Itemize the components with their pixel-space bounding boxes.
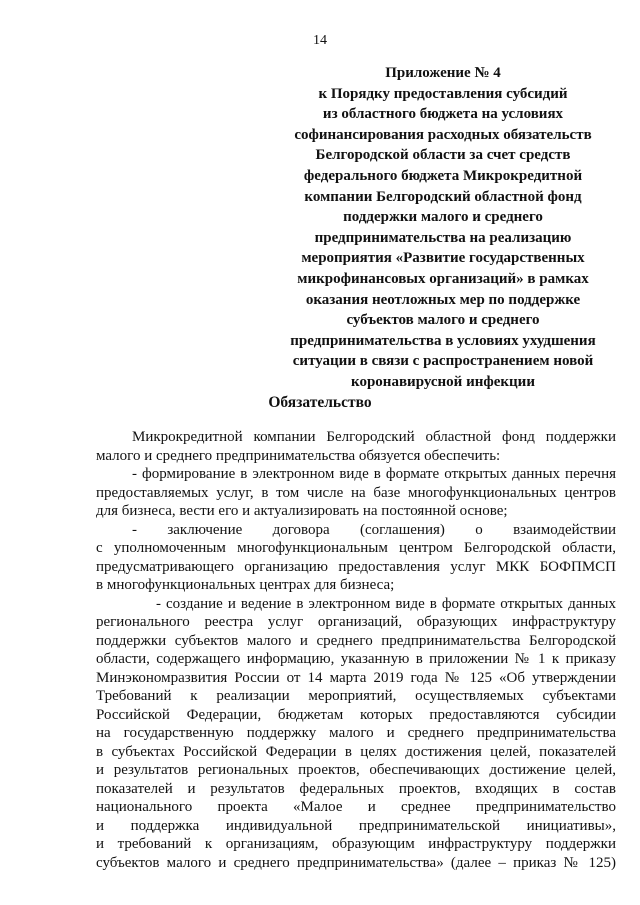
appendix-line: компании Белгородский областной фонд bbox=[304, 188, 582, 205]
body-line: регионального реестра услуг организаций, образующих инфраструктуру bbox=[96, 614, 616, 630]
appendix-line: из областного бюджета на условиях bbox=[322, 106, 564, 123]
body-line: Требований к реализации мероприятий, осуществляемых субъектами bbox=[96, 688, 616, 704]
body-line: показателей и результатов федеральных проектов, входящих в состав bbox=[96, 780, 616, 797]
body-line: и результатов региональных проектов, обеспечивающих достижение целей, bbox=[96, 762, 616, 778]
appendix-line: к Порядку предоставления субсидий bbox=[318, 85, 568, 102]
body-line: предоставляемых услуг, в том числе на базе многофункциональных центров bbox=[96, 484, 616, 501]
appendix-line: субъектов малого и среднего bbox=[346, 312, 540, 329]
appendix-line: микрофинансовых организаций» в рамках bbox=[297, 270, 589, 287]
appendix-line: поддержки малого и среднего bbox=[343, 209, 543, 226]
appendix-line: ситуации в связи с распространением новой bbox=[292, 353, 594, 370]
appendix-line: Белгородской области за счет средств bbox=[315, 147, 571, 164]
body-line: малого и среднего предпринимательства обязуется обеспечить: bbox=[96, 447, 501, 464]
appendix-line: федерального бюджета Микрокредитной bbox=[303, 167, 583, 184]
body-line: Микрокредитной компании Белгородский областной фонд поддержки bbox=[132, 429, 616, 445]
appendix-line: мероприятия «Развитие государственных bbox=[301, 250, 585, 267]
body-line: поддержки субъектов малого и среднего предпринимательства Белгородской bbox=[96, 632, 616, 649]
appendix-line: Приложение № 4 bbox=[385, 65, 501, 81]
body-line: - заключение договора (соглашения) о взаимодействии bbox=[132, 521, 616, 538]
body-line: на государственную поддержку малого и среднего предпринимательства bbox=[96, 725, 616, 741]
body-line: - создание и ведение в электронном виде в формате открытых данных bbox=[156, 595, 616, 612]
body-line: Минэкономразвития России от 14 марта 2019 года № 125 «Об утверждении bbox=[96, 669, 616, 686]
appendix-line: предпринимательства на реализацию bbox=[314, 229, 572, 246]
appendix-line: софинансирования расходных обязательств bbox=[294, 126, 592, 143]
appendix-heading bbox=[278, 63, 608, 393]
body-line: субъектов малого и среднего предпринимательства» (далее – приказ № 125) bbox=[96, 854, 616, 871]
appendix-line: предпринимательства в условиях ухудшения bbox=[290, 332, 596, 349]
body-line: в субъектах Российской Федерации в целях достижения целей, показателей bbox=[96, 743, 616, 760]
body-line: - формирование в электронном виде в формате открытых данных перечня bbox=[132, 466, 616, 482]
body-line: для бизнеса, вести его и актуализировать на постоянной основе; bbox=[96, 503, 508, 519]
body-line: с уполномоченным многофункциональным центром Белгородской области, bbox=[96, 540, 616, 556]
body-line: и требований к организациям, образующим инфраструктуру поддержки bbox=[96, 836, 616, 852]
body-line: национального проекта «Малое и среднее предпринимательство bbox=[96, 799, 616, 815]
document-title: Обязательство bbox=[268, 394, 372, 411]
appendix-line: коронавирусной инфекции bbox=[351, 373, 535, 390]
body-line: и поддержка индивидуальной предпринимательской инициативы», bbox=[96, 817, 616, 834]
body-line: в многофункциональных центрах для бизнеса; bbox=[96, 577, 395, 593]
body-line: Российской Федерации, бюджетам которых предоставляются субсидии bbox=[96, 706, 616, 723]
body-line: области, содержащего информацию, указанную в приложении № 1 к приказу bbox=[96, 651, 616, 667]
body-line: предусматривающего организацию предоставления услуг МКК БОФПМСП bbox=[96, 558, 616, 575]
appendix-line: оказания неотложных мер по поддержке bbox=[305, 291, 581, 308]
document-body bbox=[96, 428, 616, 872]
page-number: 14 bbox=[313, 33, 327, 48]
